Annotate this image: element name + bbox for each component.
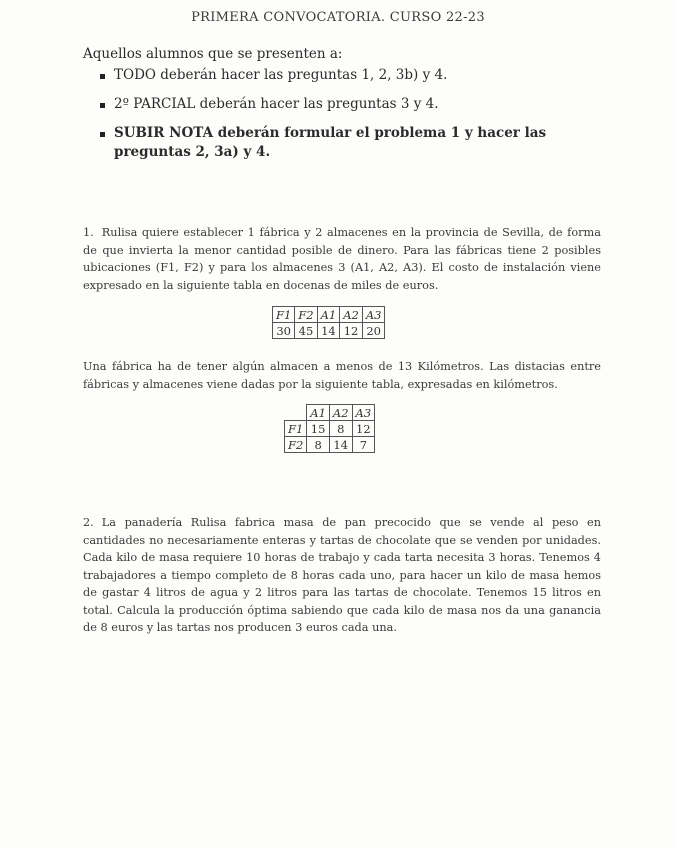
option-key: TODO bbox=[114, 67, 156, 83]
table-header: A1 bbox=[307, 405, 330, 421]
table-header: F1 bbox=[273, 307, 295, 323]
table-cell: 14 bbox=[317, 323, 340, 339]
list-item bbox=[92, 66, 612, 85]
table-corner bbox=[285, 405, 307, 421]
table-row bbox=[285, 421, 375, 437]
cost-table bbox=[272, 306, 385, 339]
page-title: PRIMERA CONVOCATORIA. CURSO 22-23 bbox=[191, 10, 485, 25]
bullet-icon bbox=[100, 74, 105, 79]
option-text: deberán hacer las preguntas 3 y 4. bbox=[195, 96, 439, 112]
option-text: deberán hacer las preguntas 1, 2, 3b) y 4. bbox=[155, 67, 448, 83]
table-header: A3 bbox=[362, 307, 385, 323]
table-cell: 8 bbox=[329, 421, 352, 437]
row-label: F1 bbox=[285, 421, 307, 437]
problem-2 bbox=[83, 514, 601, 637]
table-cell: 14 bbox=[329, 437, 352, 453]
problem-1 bbox=[83, 224, 601, 294]
table-header: A2 bbox=[340, 307, 363, 323]
options-list bbox=[92, 66, 612, 172]
table-cell: 12 bbox=[340, 323, 363, 339]
problem-text: Una fábrica ha de tener algún almacen a menos de 13 Kilómetros. Las distacias entre fábricas y almacenes viene dadas por la siguiente tabla, expresadas en kilómetros. bbox=[83, 360, 601, 391]
table-cell: 45 bbox=[295, 323, 317, 339]
table-cell: 8 bbox=[307, 437, 330, 453]
intro-text: Aquellos alumnos que se presenten a: bbox=[83, 46, 343, 62]
table-cell: 30 bbox=[273, 323, 295, 339]
table-cell: 12 bbox=[352, 421, 375, 437]
table-row bbox=[285, 437, 375, 453]
table-header: A3 bbox=[352, 405, 375, 421]
table-cell: 7 bbox=[352, 437, 375, 453]
problem-text: Rulisa quiere establecer 1 fábrica y 2 almacenes en la provincia de Sevilla, de forma de que invierta la menor cantidad posible de dinero. Para las fábricas tiene 2 posibles ubicaciones (F1, F2) y para los almacenes 3 (A1, A2, A3). El costo de instalación viene expresado en la siguiente tabla en docenas de miles de euros. bbox=[83, 226, 601, 292]
problem-number: 2. bbox=[83, 516, 94, 529]
bullet-icon bbox=[100, 103, 105, 108]
problem-number: 1. bbox=[83, 226, 94, 239]
table-header: A2 bbox=[329, 405, 352, 421]
problem-1-continued bbox=[83, 358, 601, 393]
row-label: F2 bbox=[285, 437, 307, 453]
problem-text: La panadería Rulisa fabrica masa de pan precocido que se vende al peso en cantidades no necesariamente enteras y tartas de chocolate que se venden por unidades. Cada kilo de masa requiere 10 horas de trabajo y cada tarta necesita 3 horas. Tenemos 4 trabajadores a tiempo completo de 8 horas cada uno, para hacer un kilo de masa hemos de gastar 4 litros de agua y 2 litros para las tartas de chocolate. Tenemos 15 litros en total. Calcula la producción óptima sabiendo que cada kilo de masa nos da una ganancia de 8 euros y las tartas nos producen 3 euros cada una. bbox=[83, 516, 601, 634]
list-item bbox=[92, 95, 612, 114]
table-cell: 20 bbox=[362, 323, 385, 339]
table-cell: 15 bbox=[307, 421, 330, 437]
distance-table bbox=[284, 404, 375, 453]
bullet-icon bbox=[100, 132, 105, 137]
list-item bbox=[92, 124, 612, 162]
option-key: SUBIR NOTA bbox=[114, 125, 214, 141]
option-key: 2º PARCIAL bbox=[114, 96, 196, 112]
table-header: F2 bbox=[295, 307, 317, 323]
option-text: deberán formular el problema 1 y hacer las preguntas 2, 3a) y 4. bbox=[114, 125, 547, 160]
table-header: A1 bbox=[317, 307, 340, 323]
